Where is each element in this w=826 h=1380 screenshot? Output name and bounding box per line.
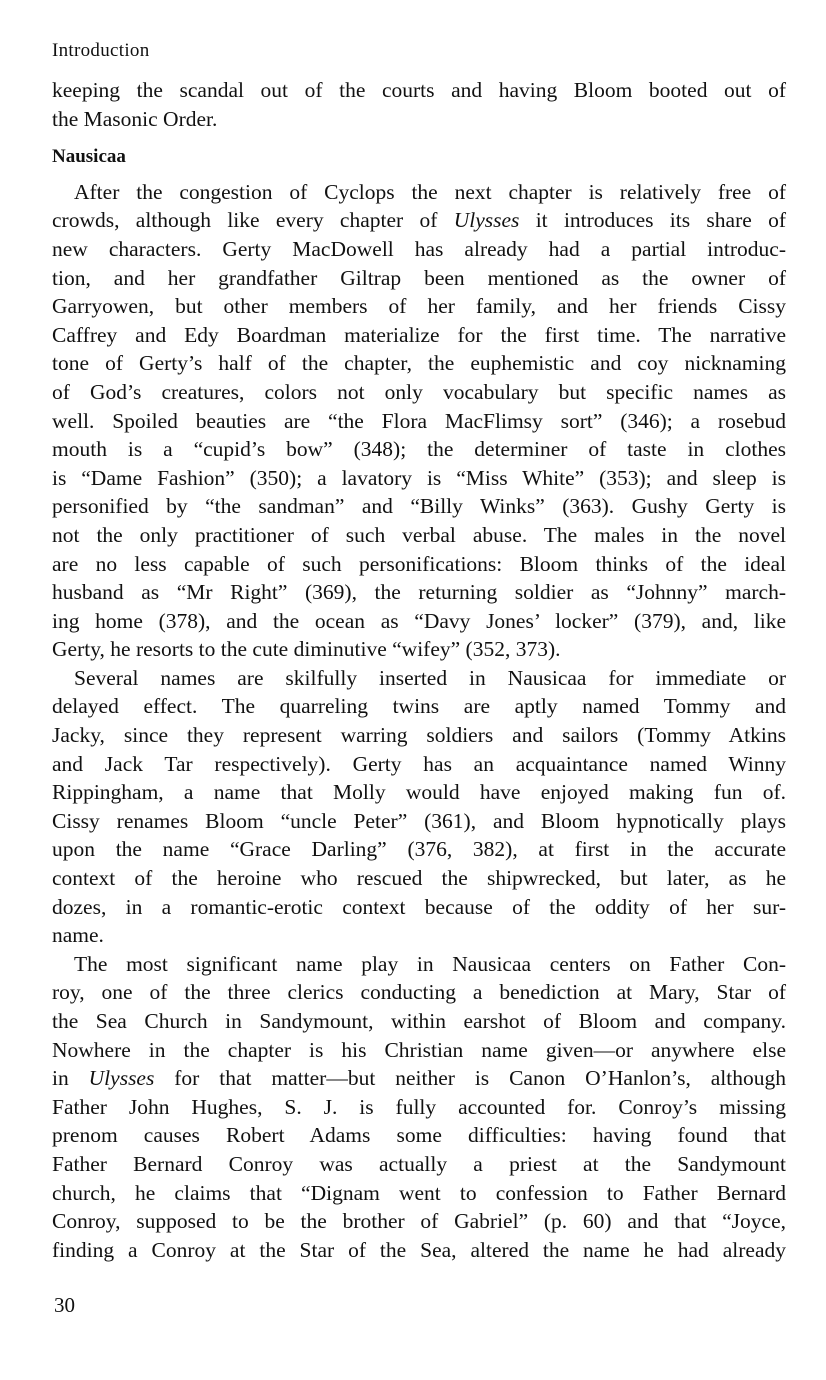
text-fragment: crowds, although like every chapter of bbox=[52, 208, 454, 233]
text-line: Nowhere in the chapter is his Christian name given—or anywhere else bbox=[52, 1037, 786, 1062]
text-line: the Masonic Order. bbox=[52, 106, 218, 131]
text-line: are no less capable of such personifications: Bloom thinks of the ideal bbox=[52, 551, 786, 576]
text-fragment: for that matter—but neither is Canon O’Hanlon’s, although bbox=[154, 1066, 787, 1091]
body-text bbox=[52, 76, 786, 1264]
text-line: roy, one of the three clerics conducting a benediction at Mary, Star of bbox=[52, 980, 786, 1005]
text-line: mouth is a “cupid’s bow” (348); the determiner of taste in clothes bbox=[52, 437, 786, 462]
text-line: well. Spoiled beauties are “the Flora MacFlimsy sort” (346); a rosebud bbox=[52, 408, 786, 433]
text-line: Gerty, he resorts to the cute diminutive “wifey” (352, 373). bbox=[52, 637, 561, 662]
text-line bbox=[52, 206, 786, 235]
text-line: the Sea Church in Sandymount, within earshot of Bloom and company. bbox=[52, 1009, 786, 1033]
text-line: not the only practitioner of such verbal abuse. The males in the novel bbox=[52, 522, 786, 547]
paragraph-first-line: After the congestion of Cyclops the next chapter is relatively free of bbox=[74, 179, 786, 204]
paragraph-first-line: The most significant name play in Nausicaa centers on Father Con- bbox=[74, 951, 786, 976]
text-line: of God’s creatures, colors not only vocabulary but specific names as bbox=[52, 379, 786, 404]
text-line: church, he claims that “Dignam went to confession to Father Bernard bbox=[52, 1180, 786, 1205]
text-line: delayed effect. The quarreling twins are aptly named Tommy and bbox=[52, 694, 786, 719]
page-number: 30 bbox=[54, 1293, 75, 1317]
text-line: name. bbox=[52, 923, 104, 948]
text-line: Cissy renames Bloom “uncle Peter” (361), and Bloom hypnotically plays bbox=[52, 808, 786, 833]
text-fragment: in bbox=[52, 1066, 89, 1091]
text-line: ing home (378), and the ocean as “Davy Jones’ locker” (379), and, like bbox=[52, 608, 786, 633]
text-line: Garryowen, but other members of her family, and her friends Cissy bbox=[52, 294, 786, 319]
text-fragment: it introduces its share of bbox=[519, 208, 787, 233]
text-line: prenom causes Robert Adams some difficulties: having found that bbox=[52, 1123, 786, 1148]
text-line: Conroy, supposed to be the brother of Gabriel” (p. 60) and that “Joyce, bbox=[52, 1209, 786, 1234]
book-title-italic: Ulysses bbox=[88, 1066, 155, 1091]
book-title-italic: Ulysses bbox=[453, 208, 520, 233]
section-heading: Nausicaa bbox=[52, 146, 126, 168]
running-head: Introduction bbox=[52, 40, 150, 61]
text-line: finding a Conroy at the Star of the Sea, altered the name he had already bbox=[52, 1237, 786, 1262]
text-line: dozes, in a romantic-erotic context because of the oddity of her sur- bbox=[52, 894, 786, 919]
text-line: tion, and her grandfather Giltrap been mentioned as the owner of bbox=[52, 265, 786, 290]
text-line: Father Bernard Conroy was actually a priest at the Sandymount bbox=[52, 1151, 786, 1176]
text-line: Jacky, since they represent warring soldiers and sailors (Tommy Atkins bbox=[52, 723, 786, 748]
text-line: context of the heroine who rescued the shipwrecked, but later, as he bbox=[52, 866, 786, 891]
text-line: husband as “Mr Right” (369), the returning soldier as “Johnny” march- bbox=[52, 580, 786, 605]
text-line: tone of Gerty’s half of the chapter, the euphemistic and coy nicknaming bbox=[52, 351, 786, 376]
text-line: new characters. Gerty MacDowell has already had a partial introduc- bbox=[52, 236, 786, 261]
text-line bbox=[52, 1064, 786, 1093]
text-line: and Jack Tar respectively). Gerty has an acquaintance named Winny bbox=[52, 751, 786, 776]
text-line: personified by “the sandman” and “Billy Winks” (363). Gushy Gerty is bbox=[52, 494, 786, 519]
text-line: is “Dame Fashion” (350); a lavatory is “Miss White” (353); and sleep is bbox=[52, 465, 786, 490]
text-line: Father John Hughes, S. J. is fully accounted for. Conroy’s missing bbox=[52, 1094, 786, 1119]
text-line: Caffrey and Edy Boardman materialize for the first time. The narrative bbox=[52, 322, 786, 347]
text-line: upon the name “Grace Darling” (376, 382), at first in the accurate bbox=[52, 837, 786, 862]
text-line: Rippingham, a name that Molly would have enjoyed making fun of. bbox=[52, 780, 786, 805]
text-line: keeping the scandal out of the courts and having Bloom booted out of bbox=[52, 78, 786, 102]
paragraph-first-line: Several names are skilfully inserted in Nausicaa for immediate or bbox=[74, 665, 786, 690]
